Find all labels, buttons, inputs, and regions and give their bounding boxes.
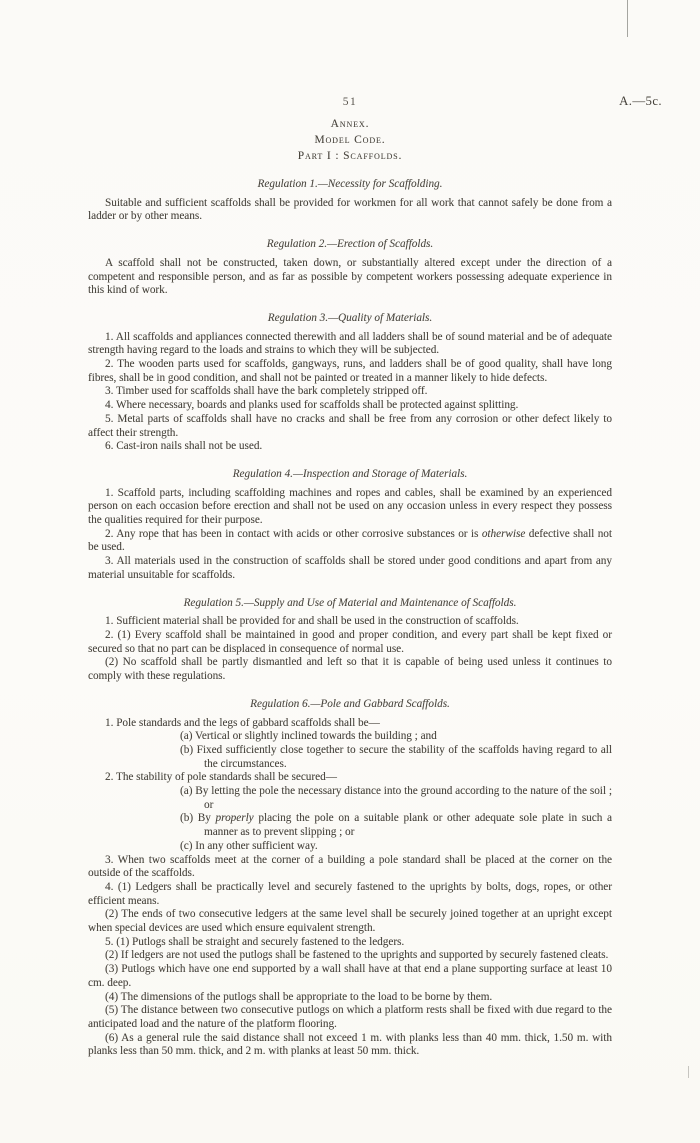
paragraph: (2) If ledgers are not used the putlogs shall be fastened to the uprights and supported by securely fastened cleats. <box>105 949 609 962</box>
paragraph: 1. Scaffold parts, including scaffolding machines and ropes and cables, shall be examined by an experienced person on each occasion before erection and shall not be used on any occasion unless in every respect they possess the qualities required for their purpose. <box>88 486 612 527</box>
paragraph: 2. Any rope that has been in contact with acids or other corrosive substances or is otherwise defective shall not be used. <box>88 527 612 554</box>
paragraph: 2. The wooden parts used for scaffolds, gangways, runs, and ladders shall be of good quality, shall have long fibres, shall be in good condition, and shall not be painted or treated in a manner likely to hide defects. <box>88 358 612 384</box>
page-header <box>0 94 700 112</box>
regulation-1-heading: Regulation 1.—Necessity for Scaffolding. <box>257 178 443 190</box>
paragraph: 1. Pole standards and the legs of gabbard scaffolds shall be— <box>105 716 380 729</box>
list-item: (b) Fixed sufficiently close together to secure the stability of the scaffolds having regard to all the circumstances. <box>180 743 612 770</box>
paragraph: (3) Putlogs which have one end supported by a wall shall have at that end a plane supporting surface at least 10 cm. deep. <box>88 963 612 989</box>
paragraph: 1. All scaffolds and appliances connected therewith and all ladders shall be of sound material and be of adequate strength having regard to the loads and strains to which they will be subjected. <box>88 330 612 357</box>
list-item: (b) By properly placing the pole on a suitable plank or other adequate sole plate in such a manner as to prevent slipping ; or <box>180 812 612 839</box>
paragraph: 6. Cast-iron nails shall not be used. <box>105 440 263 453</box>
regulation-2-heading: Regulation 2.—Erection of Scaffolds. <box>266 238 434 251</box>
paragraph: 3. All materials used in the construction of scaffolds shall be stored under good conditions and apart from any material unsuitable for scaffolds. <box>88 555 612 581</box>
document-reference: A.—5c. <box>619 94 662 108</box>
paragraph: (5) The distance between two consecutive putlogs on which a platform rests shall be fixed with due regard to the anticipated load and the nature of the platform flooring. <box>88 1004 612 1030</box>
paragraph: 4. (1) Ledgers shall be practically level and securely fastened to the uprights by bolts, dogs, ropes, or other efficient means. <box>88 880 612 907</box>
paragraph: 3. When two scaffolds meet at the corner of a building a pole standard shall be placed at the corner on the outside of the scaffolds. <box>88 853 612 880</box>
paragraph: 2. (1) Every scaffold shall be maintained in good and proper condition, and every part shall be kept fixed or secured so that no part can be displaced in consequence of normal use. <box>88 628 612 655</box>
paragraph: 5. Metal parts of scaffolds shall have no cracks and shall be free from any corrosion or other defect likely to affect their strength. <box>88 412 612 439</box>
paragraph: 1. Sufficient material shall be provided for and shall be used in the construction of scaffolds. <box>105 615 519 628</box>
paragraph: (4) The dimensions of the putlogs shall be appropriate to the load to be borne by them. <box>105 990 493 1003</box>
paragraph: Suitable and sufficient scaffolds shall be provided for workmen for all work that cannot safely be done from a ladder or by other means. <box>88 196 612 223</box>
document-body <box>88 116 612 1059</box>
list-item: (a) By letting the pole the necessary distance into the ground according to the nature of the soil ; or <box>180 785 612 811</box>
heading-annex: Annex. <box>330 118 370 130</box>
list-item: (a) Vertical or slightly inclined towards the building ; and <box>180 730 437 743</box>
paragraph: 3. Timber used for scaffolds shall have the bark completely stripped off. <box>105 385 428 398</box>
paragraph: 5. (1) Putlogs shall be straight and securely fastened to the ledgers. <box>105 935 405 948</box>
scan-fold-line <box>627 0 628 37</box>
scan-edge-mark <box>688 1066 689 1078</box>
list-item: (c) In any other sufficient way. <box>180 839 318 852</box>
paragraph: A scaffold shall not be constructed, taken down, or substantially altered except under the direction of a competent and responsible person, and as far as possible by competent workers possessing adequate experience in this kind of work. <box>88 256 612 297</box>
page-number: 51 <box>342 96 358 108</box>
paragraph: 4. Where necessary, boards and planks used for scaffolds shall be protected against splitting. <box>105 399 519 412</box>
paragraph: (6) As a general rule the said distance shall not exceed 1 m. with planks less than 40 mm. thick, 1.50 m. with planks less than 50 mm. thick, and 2 m. with planks at least 50 mm. thick. <box>88 1031 612 1058</box>
regulation-6-heading: Regulation 6.—Pole and Gabbard Scaffolds. <box>250 697 450 710</box>
paragraph: (2) The ends of two consecutive ledgers at the same level shall be securely joined together at an upright except when special devices are used which ensure equivalent strength. <box>88 908 612 935</box>
heading-model-code: Model Code. <box>314 134 386 146</box>
regulation-4-heading: Regulation 4.—Inspection and Storage of Materials. <box>232 467 468 480</box>
paragraph: (2) No scaffold shall be partly dismantled and left so that it is capable of being used unless it continues to comply with these regulations. <box>88 656 612 683</box>
regulation-3-heading: Regulation 3.—Quality of Materials. <box>267 311 433 324</box>
heading-part: Part I : Scaffolds. <box>297 150 403 162</box>
paragraph: 2. The stability of pole standards shall be secured— <box>105 771 337 784</box>
regulation-5-heading: Regulation 5.—Supply and Use of Material and Maintenance of Scaffolds. <box>183 596 517 609</box>
